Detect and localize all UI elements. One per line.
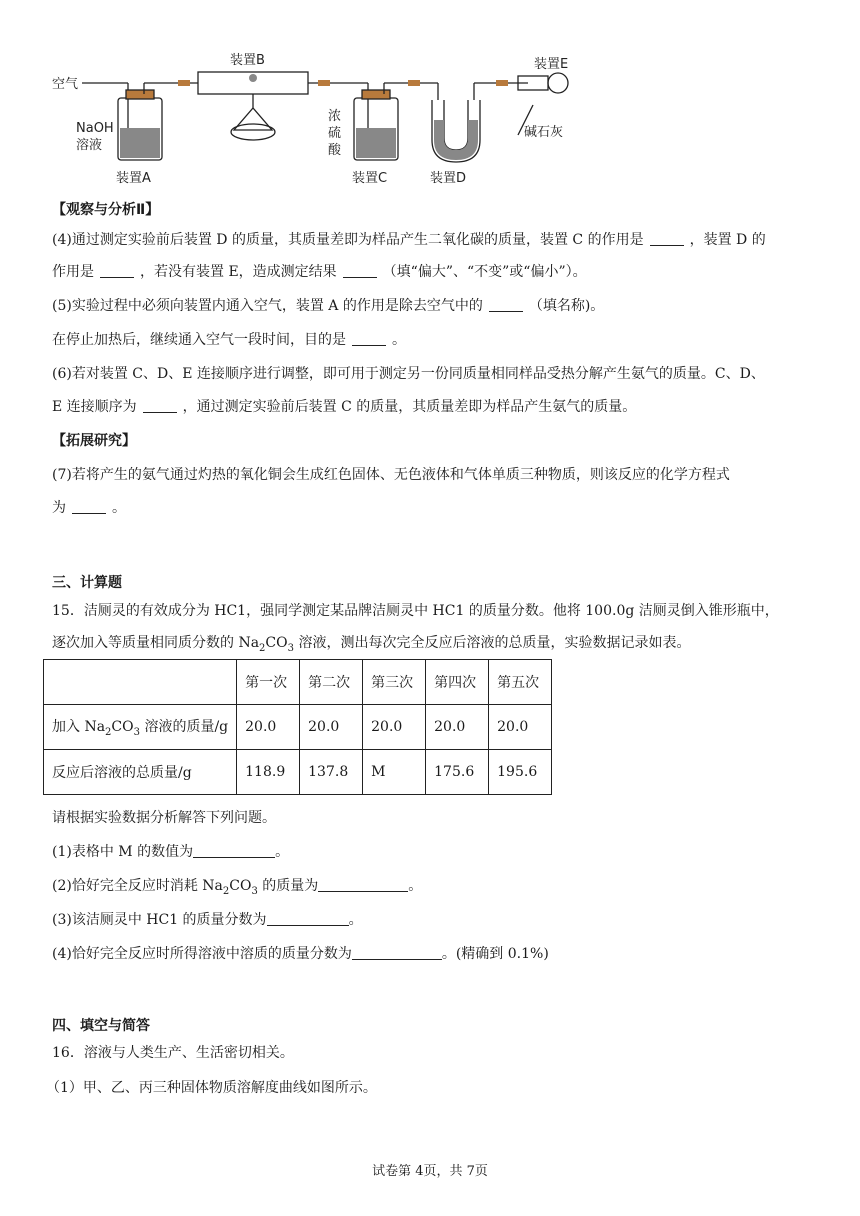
answer-blank[interactable] xyxy=(650,231,684,246)
q7-text-b: 为 xyxy=(52,500,66,516)
answer-blank[interactable] xyxy=(352,331,386,346)
subquestion-3 xyxy=(52,910,363,930)
answer-blank[interactable] xyxy=(100,263,134,278)
answer-blank[interactable] xyxy=(72,499,106,514)
answer-blank[interactable] xyxy=(267,911,349,926)
q4-text-d: ，若没有装置 E，造成测定结果 xyxy=(140,264,337,280)
experiment-data-table xyxy=(43,659,552,795)
device-d-label: 装置D xyxy=(430,171,467,186)
table-cell: 195.6 xyxy=(489,750,552,795)
table-header-row xyxy=(44,660,552,705)
table-header-cell: 第三次 xyxy=(363,660,426,705)
subscript: 3 xyxy=(133,726,140,738)
question-5-line-2 xyxy=(52,330,406,350)
table-header-cell: 第一次 xyxy=(237,660,300,705)
table-cell: 20.0 xyxy=(363,705,426,750)
question-15-line-1: 15．洁厕灵的有效成分为 HC1，强同学测定某品牌洁厕灵中 HC1 的质量分数。他将 100.0g 洁厕灵倒入锥形瓶中， xyxy=(52,603,779,619)
subscript: 2 xyxy=(259,642,266,654)
q7-text-c: 。 xyxy=(112,500,126,516)
table-cell: 20.0 xyxy=(489,705,552,750)
section-3-heading: 三、计算题 xyxy=(52,575,122,591)
table-header-cell: 第五次 xyxy=(489,660,552,705)
q6-text-c: ，通过测定实验前后装置 C 的质量，其质量差即为样品产生氨气的质量。 xyxy=(182,399,637,415)
subquestion-text: 。 xyxy=(408,878,423,894)
table-cell: 118.9 xyxy=(237,750,300,795)
subquestions-intro: 请根据实验数据分析解答下列问题。 xyxy=(52,810,276,826)
question-4-line-2 xyxy=(52,262,587,282)
acid-label-3: 酸 xyxy=(328,143,342,158)
soda-lime-label: 碱石灰 xyxy=(524,125,564,140)
subquestion-text: (4)恰好完全反应时所得溶液中溶质的质量分数为 xyxy=(52,946,352,962)
question-7-line-1: (7)若将产生的氨气通过灼热的氧化铜会生成红色固体、无色液体和气体单质三种物质，则该反应的化学方程式 xyxy=(52,467,730,483)
row-label-added-mass xyxy=(44,705,237,750)
q5-text-b: （填名称)。 xyxy=(528,298,605,314)
question-5-line-1 xyxy=(52,296,604,316)
subscript: 2 xyxy=(105,726,112,738)
row-label-text: CO xyxy=(111,719,134,736)
row-label-total-mass: 反应后溶液的总质量/g xyxy=(44,750,237,795)
naoh-label: NaOH xyxy=(76,121,114,136)
q15-text: 溶液，测出每次完全反应后溶液的总质量，实验数据记录如表。 xyxy=(294,635,691,651)
acid-label-1: 浓 xyxy=(328,109,342,124)
apparatus-diagram xyxy=(48,50,588,190)
table-row xyxy=(44,705,552,750)
subquestion-2 xyxy=(52,876,422,902)
acid-label-2: 硫 xyxy=(328,126,342,141)
table-header-cell: 第四次 xyxy=(426,660,489,705)
question-16: 16．溶液与人类生产、生活密切相关。 xyxy=(52,1045,294,1061)
q5-text-a: (5)实验过程中必须向装置内通入空气，装置 A 的作用是除去空气中的 xyxy=(52,298,483,314)
extension-heading: 【拓展研究】 xyxy=(52,433,136,449)
table-cell: 20.0 xyxy=(300,705,363,750)
q4-text-c: 作用是 xyxy=(52,264,94,280)
device-a-label: 装置A xyxy=(116,171,151,186)
answer-blank[interactable] xyxy=(352,945,442,960)
subquestion-text: CO xyxy=(229,878,252,894)
subscript: 2 xyxy=(222,885,230,897)
q15-text: 逐次加入等质量相同质分数的 Na xyxy=(52,635,260,651)
answer-blank[interactable] xyxy=(143,398,177,413)
subquestion-text: 的质量为 xyxy=(257,878,319,894)
subquestion-text: 。 xyxy=(275,844,290,860)
subquestion-text: (3)该洁厕灵中 HC1 的质量分数为 xyxy=(52,912,267,928)
q5-text-d: 。 xyxy=(392,332,406,348)
question-4-line-1 xyxy=(52,230,766,250)
q4-text-b: ，装置 D 的 xyxy=(689,232,766,248)
question-16-part-1: （1）甲、乙、丙三种固体物质溶解度曲线如图所示。 xyxy=(46,1080,377,1096)
answer-blank[interactable] xyxy=(343,263,377,278)
device-c-label: 装置C xyxy=(352,171,388,186)
row-label-text: 溶液的质量/g xyxy=(140,719,229,736)
table-cell: M xyxy=(363,750,426,795)
subquestion-text: (2)恰好完全反应时消耗 Na xyxy=(52,878,223,894)
row-label-text: 加入 Na xyxy=(52,719,106,736)
table-cell: 20.0 xyxy=(237,705,300,750)
answer-blank[interactable] xyxy=(318,877,408,892)
subscript: 3 xyxy=(287,642,294,654)
answer-blank[interactable] xyxy=(193,843,275,858)
q15-text: CO xyxy=(265,635,288,651)
page-footer: 试卷第 4页，共 7页 xyxy=(372,1164,488,1179)
table-corner-cell xyxy=(44,660,237,705)
device-e-label: 装置E xyxy=(534,57,569,72)
observation-heading: 【观察与分析Ⅱ】 xyxy=(52,202,160,218)
question-6-line-1: (6)若对装置 C、D、E 连接顺序进行调整，即可用于测定另一份同质量相同样品受热分解产生氨气的质量。C、D、 xyxy=(52,366,765,382)
question-6-line-2 xyxy=(52,397,636,417)
table-cell: 137.8 xyxy=(300,750,363,795)
table-header-cell: 第二次 xyxy=(300,660,363,705)
q5-text-c: 在停止加热后，继续通入空气一段时间，目的是 xyxy=(52,332,346,348)
device-b-label: 装置B xyxy=(230,53,265,68)
table-cell: 20.0 xyxy=(426,705,489,750)
subscript: 3 xyxy=(251,885,258,897)
subquestion-text: 。(精确到 0.1%) xyxy=(441,946,549,962)
table-cell: 175.6 xyxy=(426,750,489,795)
subquestion-1 xyxy=(52,842,289,862)
subquestion-text: (1)表格中 M 的数值为 xyxy=(52,844,194,860)
q4-text-a: (4)通过测定实验前后装置 D 的质量，其质量差即为样品产生二氧化碳的质量，装置 C 的作用是 xyxy=(52,232,644,248)
answer-blank[interactable] xyxy=(489,297,523,312)
question-7-line-2 xyxy=(52,498,126,518)
q4-text-e: （填“偏大”、“不变”或“偏小”）。 xyxy=(382,264,587,280)
subquestion-text: 。 xyxy=(348,912,363,928)
section-4-heading: 四、填空与简答 xyxy=(52,1018,150,1034)
table-row xyxy=(44,750,552,795)
air-label: 空气 xyxy=(52,77,79,92)
naoh-solution-label: 溶液 xyxy=(76,138,103,153)
subquestion-4 xyxy=(52,944,549,964)
question-15-line-2 xyxy=(52,633,690,659)
q6-text-b: E 连接顺序为 xyxy=(52,399,137,415)
